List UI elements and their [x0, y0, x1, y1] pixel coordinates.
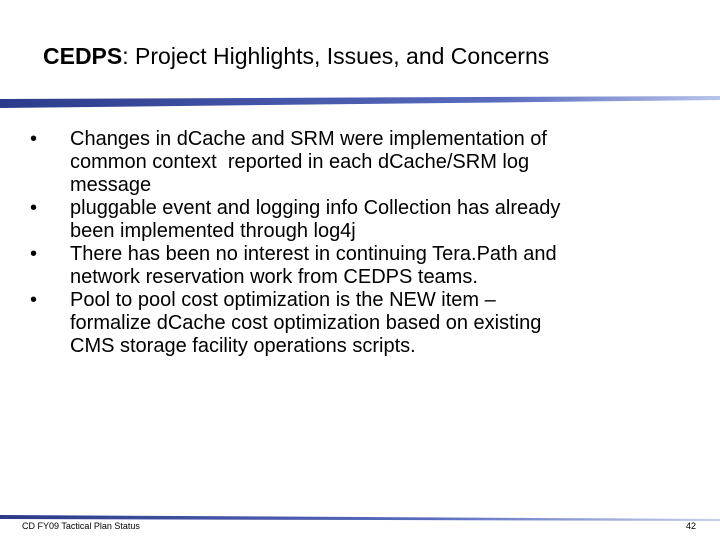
- slide-title: [43, 42, 549, 70]
- bullet-text-line: CMS storage facility operations scripts.: [70, 335, 416, 357]
- bullet-list: [30, 128, 680, 358]
- bullet-dot: •: [30, 197, 38, 219]
- title-underline-rule: [0, 96, 720, 108]
- bullet-item: [30, 289, 680, 358]
- bullet-text-line: network reservation work from CEDPS teams.: [70, 266, 478, 288]
- bullet-text-line: pluggable event and logging info Collection has already: [70, 197, 561, 219]
- bullet-dot: •: [30, 243, 38, 265]
- bullet-text-line: been implemented through log4j: [70, 220, 356, 242]
- bullet-text-line: Pool to pool cost optimization is the NEW item –: [70, 289, 496, 311]
- title-prefix: CEDPS: [43, 43, 123, 69]
- page-number: 42: [685, 521, 696, 531]
- bullet-text-line: message: [70, 174, 152, 196]
- bullet-item: [30, 243, 680, 289]
- bullet-item: [30, 128, 680, 197]
- title-rest: : Project Highlights, Issues, and Concerns: [122, 43, 550, 69]
- title-rule-shape: [0, 96, 720, 108]
- bullet-text-line: formalize dCache cost optimization based on existing: [70, 312, 542, 334]
- bullet-item: [30, 197, 680, 243]
- bullet-text-line: There has been no interest in continuing Tera.Path and: [70, 243, 557, 265]
- footer-title: CD FY09 Tactical Plan Status: [22, 521, 140, 531]
- bullet-text-line: Changes in dCache and SRM were implementation of: [70, 128, 547, 150]
- bullet-dot: •: [30, 289, 38, 311]
- bullet-dot: •: [30, 128, 38, 150]
- bullet-text-line: common context reported in each dCache/SRM log: [70, 151, 530, 173]
